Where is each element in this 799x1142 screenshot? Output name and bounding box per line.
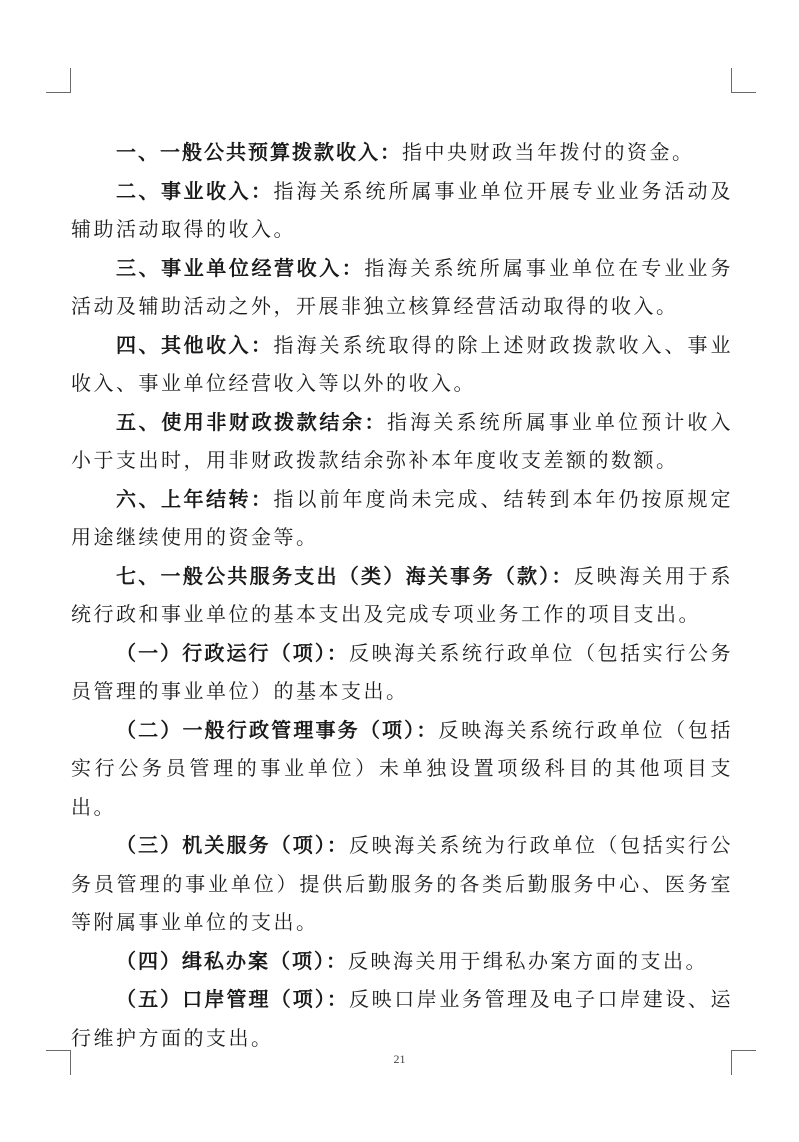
paragraph-text: 反映海关用于缉私办案方面的支出。 xyxy=(348,948,708,973)
paragraph xyxy=(71,172,733,249)
paragraph-text: 指海关系统所属事业单位在专业业务活动及辅助活动之外，开展非独立核算经营活动取得的收入。 xyxy=(71,255,734,318)
paragraph xyxy=(71,403,733,480)
paragraph-text: 反映海关系统为行政单位（包括实行公务员管理的事业单位）提供后勤服务的各类后勤服务中心、医务室等附属事业单位的支出。 xyxy=(71,833,734,934)
paragraph-term: （一）行政运行（项）： xyxy=(116,640,350,665)
paragraph-text: 指以前年度尚未完成、结转到本年仍按原规定用途继续使用的资金等。 xyxy=(71,486,733,549)
paragraph-term: （三）机关服务（项）： xyxy=(116,833,350,857)
paragraph-term: 一、一般公共预算拨款收入： xyxy=(116,140,402,164)
paragraph-term: （五）口岸管理（项）： xyxy=(116,987,350,1011)
paragraph-term: 二、事业收入： xyxy=(116,178,274,203)
paragraph-text: 指中央财政当年拨付的资金。 xyxy=(402,140,695,164)
crop-mark-top-right xyxy=(731,68,756,93)
paragraph-term: （四）缉私办案（项）： xyxy=(116,948,348,973)
paragraph xyxy=(71,711,733,827)
paragraph-term: 七、一般公共服务支出（类）海关事务（款）： xyxy=(116,563,574,588)
paragraph-term: 五、使用非财政拨款结余： xyxy=(116,409,388,434)
document-body xyxy=(71,133,733,1057)
crop-mark-top-left xyxy=(46,68,71,93)
paragraph xyxy=(71,634,733,711)
paragraph-term: 四、其他收入： xyxy=(116,332,274,357)
paragraph-text: 反映海关系统行政单位（包括实行公务员管理的事业单位）未单独设置项级科目的其他项目支出。 xyxy=(71,717,733,819)
paragraph-term: 三、事业单位经营收入： xyxy=(116,255,365,280)
paragraph-text: 反映海关用于系统行政和事业单位的基本支出及完成专项业务工作的项目支出。 xyxy=(71,563,734,626)
paragraph-text: 指海关系统取得的除上述财政拨款收入、事业收入、事业单位经营收入等以外的收入。 xyxy=(71,332,733,395)
paragraph-text: 指海关系统所属事业单位预计收入小于支出时，用非财政拨款结余弥补本年度收支差额的数额。 xyxy=(71,409,734,472)
paragraph-term: 六、上年结转： xyxy=(116,486,274,511)
paragraph-text: 反映口岸业务管理及电子口岸建设、运行维护方面的支出。 xyxy=(71,987,734,1050)
paragraph xyxy=(71,557,733,634)
paragraph xyxy=(71,249,733,326)
paragraph xyxy=(71,133,733,172)
paragraph xyxy=(71,326,733,403)
paragraph-term: （二）一般行政管理事务（项）： xyxy=(116,717,439,742)
paragraph xyxy=(71,942,733,981)
paragraph xyxy=(71,826,733,942)
paragraph-text: 反映海关系统行政单位（包括实行公务员管理的事业单位）的基本支出。 xyxy=(71,640,734,703)
paragraph xyxy=(71,480,733,557)
paragraph xyxy=(71,980,733,1057)
page-number: 21 xyxy=(393,1052,406,1066)
paragraph-text: 指海关系统所属事业单位开展专业业务活动及辅助活动取得的收入。 xyxy=(71,178,733,241)
